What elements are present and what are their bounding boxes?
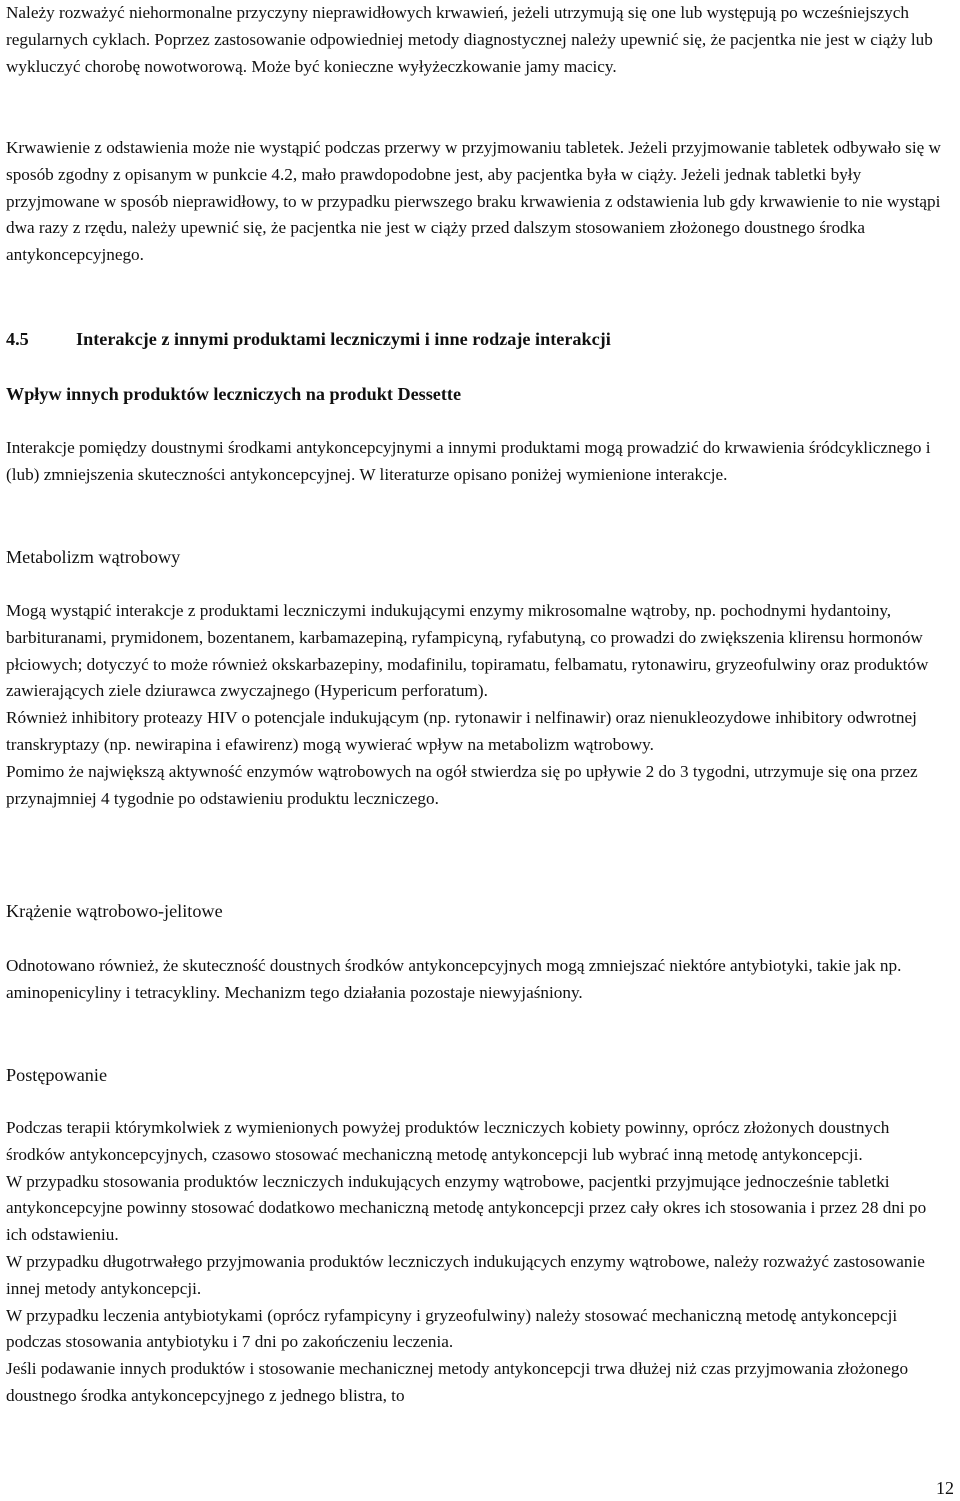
subsection-heading (6, 381, 461, 407)
paragraph-abnormal-bleeding (6, 0, 950, 80)
paragraph-text: Należy rozważyć niehormonalne przyczyny nieprawidłowych krwawień, jeżeli utrzymują się one lub występują po wcześniejszych regularnych cyklach. Poprzez zastosowanie odpowiedniej metody diagnostycznej należy upewnić się, że pacjentka nie jest w ciąży lub wykluczyć chorobę nowotworową. Może być konieczne wyłyżeczkowanie jamy macicy. (6, 3, 933, 76)
paragraph-text: Podczas terapii którymkolwiek z wymienionych powyżej produktów leczniczych kobiety powinny, oprócz złożonych doustnych środków antykoncepcyjnych, czasowo stosować mechaniczną metodę antykoncepcji lub wybrać inną metodę antykoncepcji. (6, 1118, 890, 1164)
paragraph-management (6, 1115, 950, 1410)
heading-management (6, 1062, 107, 1088)
paragraph-enterohepatic-circulation (6, 953, 950, 1007)
section-heading (6, 326, 611, 352)
page-number: 12 (936, 1478, 954, 1498)
paragraph-text: Jeśli podawanie innych produktów i stosowanie mechanicznej metody antykoncepcji trwa dłużej niż czas przyjmowania złożonego doustnego środka antykoncepcyjnego z jednego blistra, to (6, 1359, 909, 1405)
heading-text: Postępowanie (6, 1065, 108, 1085)
paragraph-text: W przypadku stosowania produktów leczniczych indukujących enzymy wątrobowe, pacjentki przyjmujące jednocześnie tabletki antykoncepcyjne powinny stosować dodatkowo mechaniczną metodę antykoncepcji przez cały okres ich stosowania i przez 28 dni po ich odstawieniu. (6, 1171, 927, 1245)
heading-enterohepatic-circulation (6, 898, 223, 924)
section-title: Interakcje z innymi produktami leczniczymi i inne rodzaje interakcji (76, 329, 611, 349)
paragraph-text: Odnotowano również, że skuteczność doustnych środków antykoncepcyjnych mogą zmniejszać niektóre antybiotyki, takie jak np. aminopenicyliny i tetracykliny. Mechanizm tego działania pozostaje niewyjaśniony. (6, 956, 902, 1002)
paragraph-interactions-intro (6, 435, 950, 489)
paragraph-text: Krwawienie z odstawienia może nie wystąpić podczas przerwy w przyjmowaniu tabletek. Jeżeli przyjmowanie tabletek odbywało się w sposób zgodny z opisanym w punkcie 4.2, mało prawdopodobne jest, aby pacjentka była w ciąży. Jeżeli jednak tabletki były przyjmowane w sposób nieprawidłowy, to w przypadku pierwszego braku krwawienia z odstawienia lub gdy krwawienie to nie wystąpi dwa razy z rzędu, należy upewnić się, że pacjentka nie jest w ciąży przed dalszym stosowaniem złożonego doustnego środka antykoncepcyjnego. (6, 138, 941, 265)
paragraph-hepatic-metabolism (6, 598, 950, 812)
heading-hepatic-metabolism (6, 544, 180, 570)
paragraph-text: Pomimo że największą aktywność enzymów wątrobowych na ogół stwierdza się po upływie 2 do 3 tygodni, utrzymuje się ona przez przynajmniej 4 tygodnie po odstawieniu produktu leczniczego. (6, 761, 918, 808)
paragraph-text: Interakcje pomiędzy doustnymi środkami antykoncepcyjnymi a innymi produktami mogą prowadzić do krwawienia śródcyklicznego i (lub) zmniejszenia skuteczności antykoncepcyjnej. W literaturze opisano poniżej wymienione interakcje. (6, 438, 931, 484)
paragraph-withdrawal-bleeding (6, 135, 950, 269)
section-number: 4.5 (6, 329, 29, 349)
paragraph-text: W przypadku długotrwałego przyjmowania produktów leczniczych indukujących enzymy wątrobowe, należy rozważyć zastosowanie innej metody antykoncepcji. (6, 1251, 925, 1298)
subsection-title: Wpływ innych produktów leczniczych na produkt Dessette (6, 384, 462, 404)
heading-text: Krążenie wątrobowo-jelitowe (6, 901, 223, 921)
paragraph-text: Również inhibitory proteazy HIV o potencjale indukującym (np. rytonawir i nelfinawir) oraz nienukleozydowe inhibitory odwrotnej transkryptazy (np. newirapina i efawirenz) mogą wywierać wpływ na metabolizm wątrobowy. (6, 708, 917, 754)
paragraph-text: Mogą wystąpić interakcje z produktami leczniczymi indukującymi enzymy mikrosomalne wątroby, np. pochodnymi hydantoiny, barbituranami, prymidonem, bozentanem, karbamazepiną, ryfampicyną, ryfabutyną, co prowadzi do zwiększenia klirensu hormonów płciowych; dotyczyć to może również okskarbazepiny, modafinilu, topiramatu, felbamatu, rytonawiru, gryzeofulwiny oraz produktów zawierających ziele dziurawca zwyczajnego (Hypericum perforatum). (6, 601, 929, 701)
paragraph-text: W przypadku leczenia antybiotykami (oprócz ryfampicyny i gryzeofulwiny) należy stosować mechaniczną metodę antykoncepcji podczas stosowania antybiotyku i 7 dni po zakończeniu leczenia. (6, 1305, 898, 1352)
heading-text: Metabolizm wątrobowy (6, 547, 181, 567)
